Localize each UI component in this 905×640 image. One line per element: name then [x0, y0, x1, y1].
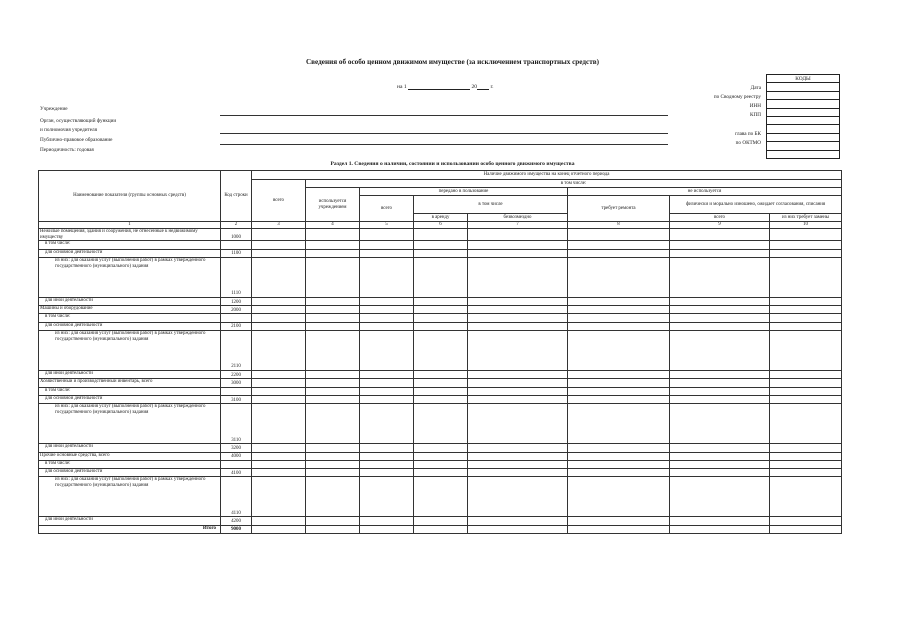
value-cell-col-6[interactable]: [414, 257, 468, 297]
value-cell-col-5[interactable]: [360, 241, 414, 249]
value-cell-col-5[interactable]: [360, 257, 414, 297]
value-cell-col-3[interactable]: [252, 257, 306, 297]
row-name: Прочие основные средства, всего: [39, 452, 221, 460]
table-row: [39, 249, 842, 257]
row-code: [221, 314, 252, 322]
value-cell-col-5[interactable]: [360, 331, 414, 371]
value-cell-col-8[interactable]: [568, 404, 670, 444]
value-cell-col-3[interactable]: [252, 477, 306, 517]
row-name: из них: для оказания услуг (выполнения работ) в рамках утвержденного государственного (муниципального) задания: [39, 477, 221, 517]
value-cell-col-4[interactable]: [306, 477, 360, 517]
value-cell-col-7[interactable]: [468, 322, 568, 330]
value-cell-col-5[interactable]: [360, 444, 414, 452]
value-cell-col-8[interactable]: [568, 249, 670, 257]
label-registry: по Сводному реестру: [713, 94, 761, 100]
value-cell-col-3[interactable]: [252, 241, 306, 249]
value-cell-col-10[interactable]: [770, 322, 842, 330]
col-num-9: 9: [670, 222, 770, 229]
value-cell-col-5[interactable]: [360, 452, 414, 460]
property-table: [38, 170, 842, 534]
value-cell-col-8[interactable]: [568, 452, 670, 460]
value-cell-col-10[interactable]: [770, 525, 842, 533]
table-row: [39, 395, 842, 403]
label-oktmo: по ОКТМО: [735, 140, 761, 146]
value-cell-col-4[interactable]: [306, 229, 360, 241]
value-cell-col-3[interactable]: [252, 371, 306, 379]
value-cell-col-7[interactable]: [468, 395, 568, 403]
header-transferred-total: всего: [360, 196, 414, 222]
value-cell-col-3[interactable]: [252, 460, 306, 468]
value-cell-col-4[interactable]: [306, 241, 360, 249]
label-inn: ИНН: [749, 103, 761, 109]
value-cell-col-10[interactable]: [770, 249, 842, 257]
header-obsolete-total: всего: [670, 214, 770, 222]
value-cell-col-7[interactable]: [468, 452, 568, 460]
value-cell-col-5[interactable]: [360, 387, 414, 395]
value-cell-col-7[interactable]: [468, 257, 568, 297]
value-cell-col-10[interactable]: [770, 452, 842, 460]
table-body: [39, 229, 842, 534]
value-cell-col-3[interactable]: [252, 297, 306, 305]
value-cell-col-9[interactable]: [670, 241, 770, 249]
table-row: [39, 297, 842, 305]
value-cell-col-7[interactable]: [468, 229, 568, 241]
label-budget-chapter: глава по БК: [735, 131, 761, 137]
value-cell-col-7[interactable]: [468, 444, 568, 452]
col-num-1: 1: [39, 222, 221, 229]
value-cell-col-10[interactable]: [770, 241, 842, 249]
value-cell-col-4[interactable]: [306, 249, 360, 257]
value-cell-col-3[interactable]: [252, 404, 306, 444]
row-name: в том числе:: [39, 387, 221, 395]
value-cell-col-9[interactable]: [670, 257, 770, 297]
col-num-2: 2: [221, 222, 252, 229]
codes-header: КОДЫ: [767, 75, 840, 83]
table-row: [39, 322, 842, 330]
row-name: для основной деятельности: [39, 322, 221, 330]
row-code: 1000: [221, 229, 252, 241]
label-founder-powers: и полномочия учредителя: [40, 127, 98, 133]
value-cell-col-8[interactable]: [568, 322, 670, 330]
value-cell-col-4[interactable]: [306, 444, 360, 452]
value-cell-col-6[interactable]: [414, 322, 468, 330]
header-total: всего: [252, 180, 306, 222]
header-name: Наименование показателя (группы основных средств): [39, 171, 221, 222]
value-cell-col-8[interactable]: [568, 229, 670, 241]
value-cell-col-10[interactable]: [770, 306, 842, 314]
value-cell-col-6[interactable]: [414, 404, 468, 444]
value-cell-col-7[interactable]: [468, 387, 568, 395]
row-name: Хозяйственный и производственный инвентарь, всего: [39, 379, 221, 387]
value-cell-col-4[interactable]: [306, 452, 360, 460]
institution-field-line[interactable]: [220, 115, 668, 116]
value-cell-col-8[interactable]: [568, 525, 670, 533]
value-cell-col-5[interactable]: [360, 297, 414, 305]
label-public-entity: Публично-правовое образование: [40, 137, 113, 143]
value-cell-col-3[interactable]: [252, 331, 306, 371]
value-cell-col-3[interactable]: [252, 229, 306, 241]
value-cell-col-8[interactable]: [568, 517, 670, 525]
value-cell-col-10[interactable]: [770, 444, 842, 452]
table-row: [39, 314, 842, 322]
value-cell-col-3[interactable]: [252, 525, 306, 533]
row-name: для основной деятельности: [39, 249, 221, 257]
section-title: Раздел 1. Сведения о наличии, состоянии и использовании особо ценного движимого имущества: [330, 161, 575, 167]
value-cell-col-7[interactable]: [468, 379, 568, 387]
founder-field-line[interactable]: [220, 133, 668, 134]
value-cell-col-6[interactable]: [414, 525, 468, 533]
value-cell-col-8[interactable]: [568, 460, 670, 468]
value-cell-col-9[interactable]: [670, 395, 770, 403]
value-cell-col-4[interactable]: [306, 322, 360, 330]
value-cell-col-4[interactable]: [306, 371, 360, 379]
table-row: [39, 371, 842, 379]
value-cell-col-4[interactable]: [306, 257, 360, 297]
table-row: [39, 525, 842, 533]
code-cell-inn[interactable]: [767, 100, 840, 108]
value-cell-col-10[interactable]: [770, 257, 842, 297]
value-cell-col-6[interactable]: [414, 241, 468, 249]
row-name: Нежилые помещения, здания и сооружения, не отнесенные к недвижимому имуществу: [39, 229, 221, 241]
table-row: [39, 460, 842, 468]
value-cell-col-5[interactable]: [360, 371, 414, 379]
code-cell-oktmo[interactable]: [767, 142, 840, 150]
row-code: 1110: [221, 257, 252, 297]
value-cell-col-4[interactable]: [306, 460, 360, 468]
value-cell-col-4[interactable]: [306, 331, 360, 371]
code-cell-blank-2[interactable]: [767, 125, 840, 133]
value-cell-col-8[interactable]: [568, 306, 670, 314]
header-transferred: передано в пользование: [360, 188, 568, 196]
value-cell-col-6[interactable]: [414, 444, 468, 452]
value-cell-col-3[interactable]: [252, 306, 306, 314]
value-cell-col-5[interactable]: [360, 249, 414, 257]
row-name: для основной деятельности: [39, 469, 221, 477]
value-cell-col-9[interactable]: [670, 404, 770, 444]
value-cell-col-8[interactable]: [568, 257, 670, 297]
row-code: 9000: [221, 525, 252, 533]
header-used: используется учреждением: [306, 188, 360, 222]
value-cell-col-5[interactable]: [360, 395, 414, 403]
header-free: безвозмездно: [468, 214, 568, 222]
value-cell-col-9[interactable]: [670, 469, 770, 477]
value-cell-col-9[interactable]: [670, 387, 770, 395]
row-name: Итого: [39, 525, 221, 533]
row-name: в том числе:: [39, 314, 221, 322]
value-cell-col-5[interactable]: [360, 460, 414, 468]
codes-table: [766, 74, 840, 159]
row-code: [221, 460, 252, 468]
row-code: 2000: [221, 306, 252, 314]
value-cell-col-6[interactable]: [414, 314, 468, 322]
code-cell-registry[interactable]: [767, 91, 840, 99]
table-row: [39, 469, 842, 477]
form-title: Сведения об особо ценном движимом имуществе (за исключением транспортных средств): [305, 58, 600, 66]
row-name: для иной деятельности: [39, 517, 221, 525]
table-row: [39, 379, 842, 387]
value-cell-col-6[interactable]: [414, 517, 468, 525]
value-cell-col-10[interactable]: [770, 460, 842, 468]
header-presence: Наличие движимого имущества на конец отчетного периода: [252, 171, 842, 180]
col-num-10: 10: [770, 222, 842, 229]
value-cell-col-3[interactable]: [252, 469, 306, 477]
value-cell-col-9[interactable]: [670, 306, 770, 314]
label-founder-organ: Орган, осуществляющий функции: [40, 118, 117, 124]
value-cell-col-6[interactable]: [414, 297, 468, 305]
value-cell-col-4[interactable]: [306, 379, 360, 387]
row-name: в том числе:: [39, 460, 221, 468]
row-code: 2110: [221, 331, 252, 371]
value-cell-col-7[interactable]: [468, 314, 568, 322]
table-row: [39, 444, 842, 452]
value-cell-col-7[interactable]: [468, 249, 568, 257]
row-code: 2200: [221, 371, 252, 379]
row-code: [221, 387, 252, 395]
value-cell-col-8[interactable]: [568, 314, 670, 322]
value-cell-col-5[interactable]: [360, 322, 414, 330]
col-num-8: 8: [568, 222, 670, 229]
table-row: [39, 404, 842, 444]
row-name: в том числе:: [39, 241, 221, 249]
value-cell-col-8[interactable]: [568, 331, 670, 371]
value-cell-col-7[interactable]: [468, 306, 568, 314]
value-cell-col-9[interactable]: [670, 322, 770, 330]
code-cell-date[interactable]: [767, 83, 840, 91]
value-cell-col-6[interactable]: [414, 229, 468, 241]
label-kpp: КПП: [750, 112, 761, 118]
code-cell-blank-3[interactable]: [767, 150, 840, 158]
value-cell-col-8[interactable]: [568, 379, 670, 387]
label-periodicity: Периодичность: годовая: [40, 147, 94, 153]
header-obsolete-replace: из них требует замены: [770, 214, 842, 222]
value-cell-col-7[interactable]: [468, 469, 568, 477]
value-cell-col-3[interactable]: [252, 314, 306, 322]
code-cell-blank-1[interactable]: [767, 116, 840, 124]
row-name: для основной деятельности: [39, 395, 221, 403]
value-cell-col-9[interactable]: [670, 460, 770, 468]
header-not-used: не используется: [568, 188, 842, 196]
header-transferred-incl: в том числе: [414, 196, 568, 214]
value-cell-col-10[interactable]: [770, 331, 842, 371]
value-cell-col-4[interactable]: [306, 525, 360, 533]
row-name: из них: для оказания услуг (выполнения работ) в рамках утвержденного государственного (муниципального) задания: [39, 257, 221, 297]
value-cell-col-3[interactable]: [252, 322, 306, 330]
value-cell-col-8[interactable]: [568, 477, 670, 517]
code-cell-budget-chapter[interactable]: [767, 133, 840, 141]
row-name: для иной деятельности: [39, 297, 221, 305]
value-cell-col-5[interactable]: [360, 469, 414, 477]
header-incl: в том числе:: [306, 180, 842, 188]
value-cell-col-6[interactable]: [414, 249, 468, 257]
value-cell-col-9[interactable]: [670, 331, 770, 371]
label-institution: Учреждение: [40, 106, 68, 112]
value-cell-col-10[interactable]: [770, 229, 842, 241]
row-code: 3110: [221, 404, 252, 444]
value-cell-col-9[interactable]: [670, 452, 770, 460]
row-code: 4200: [221, 517, 252, 525]
value-cell-col-9[interactable]: [670, 525, 770, 533]
code-cell-kpp[interactable]: [767, 108, 840, 116]
value-cell-col-4[interactable]: [306, 395, 360, 403]
col-num-3: 3: [252, 222, 306, 229]
value-cell-col-9[interactable]: [670, 477, 770, 517]
value-cell-col-10[interactable]: [770, 371, 842, 379]
value-cell-col-3[interactable]: [252, 249, 306, 257]
value-cell-col-9[interactable]: [670, 371, 770, 379]
row-code: 3000: [221, 379, 252, 387]
value-cell-col-3[interactable]: [252, 517, 306, 525]
value-cell-col-7[interactable]: [468, 241, 568, 249]
value-cell-col-5[interactable]: [360, 517, 414, 525]
col-num-7: 7: [468, 222, 568, 229]
row-code: 4100: [221, 469, 252, 477]
value-cell-col-10[interactable]: [770, 469, 842, 477]
value-cell-col-3[interactable]: [252, 444, 306, 452]
value-cell-col-6[interactable]: [414, 460, 468, 468]
value-cell-col-7[interactable]: [468, 371, 568, 379]
table-row: [39, 306, 842, 314]
value-cell-col-5[interactable]: [360, 229, 414, 241]
value-cell-col-6[interactable]: [414, 452, 468, 460]
value-cell-col-10[interactable]: [770, 387, 842, 395]
row-name: из них: для оказания услуг (выполнения работ) в рамках утвержденного государственного (муниципального) задания: [39, 331, 221, 371]
value-cell-col-7[interactable]: [468, 404, 568, 444]
value-cell-col-3[interactable]: [252, 452, 306, 460]
row-name: для иной деятельности: [39, 444, 221, 452]
value-cell-col-10[interactable]: [770, 395, 842, 403]
row-code: 2100: [221, 322, 252, 330]
value-cell-col-4[interactable]: [306, 314, 360, 322]
value-cell-col-6[interactable]: [414, 331, 468, 371]
value-cell-col-5[interactable]: [360, 306, 414, 314]
value-cell-col-9[interactable]: [670, 379, 770, 387]
row-name: из них: для оказания услуг (выполнения работ) в рамках утвержденного государственного (муниципального) задания: [39, 404, 221, 444]
row-name: Машины и оборудование: [39, 306, 221, 314]
row-code: 4110: [221, 477, 252, 517]
table-row: [39, 241, 842, 249]
value-cell-col-6[interactable]: [414, 395, 468, 403]
value-cell-col-5[interactable]: [360, 314, 414, 322]
value-cell-col-4[interactable]: [306, 469, 360, 477]
table-row: [39, 229, 842, 241]
value-cell-col-5[interactable]: [360, 477, 414, 517]
row-name: для иной деятельности: [39, 371, 221, 379]
value-cell-col-6[interactable]: [414, 477, 468, 517]
value-cell-col-7[interactable]: [468, 331, 568, 371]
value-cell-col-6[interactable]: [414, 379, 468, 387]
value-cell-col-7[interactable]: [468, 297, 568, 305]
value-cell-col-4[interactable]: [306, 517, 360, 525]
table-row: [39, 387, 842, 395]
row-code: [221, 241, 252, 249]
header-obsolete: физически и морально изношено, ожидает согласования, списания: [670, 196, 842, 214]
value-cell-col-8[interactable]: [568, 241, 670, 249]
value-cell-col-6[interactable]: [414, 469, 468, 477]
public-entity-field-line[interactable]: [220, 144, 668, 145]
value-cell-col-9[interactable]: [670, 517, 770, 525]
col-num-6: 6: [414, 222, 468, 229]
value-cell-col-6[interactable]: [414, 306, 468, 314]
table-row: [39, 452, 842, 460]
value-cell-col-10[interactable]: [770, 477, 842, 517]
value-cell-col-7[interactable]: [468, 477, 568, 517]
value-cell-col-3[interactable]: [252, 395, 306, 403]
value-cell-col-4[interactable]: [306, 306, 360, 314]
value-cell-col-7[interactable]: [468, 517, 568, 525]
header-repair: требует ремонта: [568, 196, 670, 222]
row-code: 3100: [221, 395, 252, 403]
date-day-month-field[interactable]: [408, 82, 470, 90]
value-cell-col-9[interactable]: [670, 314, 770, 322]
row-code: 1100: [221, 249, 252, 257]
value-cell-col-8[interactable]: [568, 444, 670, 452]
value-cell-col-5[interactable]: [360, 404, 414, 444]
value-cell-col-10[interactable]: [770, 297, 842, 305]
value-cell-col-3[interactable]: [252, 387, 306, 395]
column-number-row: [39, 222, 842, 229]
table-row: [39, 331, 842, 371]
value-cell-col-8[interactable]: [568, 297, 670, 305]
value-cell-col-7[interactable]: [468, 460, 568, 468]
header-code: Код строки: [221, 171, 252, 222]
value-cell-col-4[interactable]: [306, 387, 360, 395]
table-row: [39, 477, 842, 517]
col-num-4: 4: [306, 222, 360, 229]
value-cell-col-6[interactable]: [414, 387, 468, 395]
value-cell-col-3[interactable]: [252, 379, 306, 387]
value-cell-col-6[interactable]: [414, 371, 468, 379]
value-cell-col-8[interactable]: [568, 395, 670, 403]
value-cell-col-5[interactable]: [360, 379, 414, 387]
report-date-line: на 1 20 г.: [397, 84, 494, 90]
value-cell-col-9[interactable]: [670, 297, 770, 305]
value-cell-col-4[interactable]: [306, 297, 360, 305]
table-row: [39, 517, 842, 525]
value-cell-col-4[interactable]: [306, 404, 360, 444]
row-code: 1200: [221, 297, 252, 305]
value-cell-col-9[interactable]: [670, 444, 770, 452]
date-year-field[interactable]: [477, 82, 489, 90]
value-cell-col-9[interactable]: [670, 229, 770, 241]
table-row: [39, 257, 842, 297]
value-cell-col-8[interactable]: [568, 387, 670, 395]
value-cell-col-7[interactable]: [468, 525, 568, 533]
row-code: 4000: [221, 452, 252, 460]
value-cell-col-10[interactable]: [770, 314, 842, 322]
value-cell-col-5[interactable]: [360, 525, 414, 533]
col-num-5: 5: [360, 222, 414, 229]
header-rent: в аренду: [414, 214, 468, 222]
label-date: Дата: [750, 85, 761, 91]
value-cell-col-10[interactable]: [770, 404, 842, 444]
value-cell-col-9[interactable]: [670, 249, 770, 257]
value-cell-col-10[interactable]: [770, 379, 842, 387]
value-cell-col-8[interactable]: [568, 469, 670, 477]
value-cell-col-10[interactable]: [770, 517, 842, 525]
row-code: 3200: [221, 444, 252, 452]
value-cell-col-8[interactable]: [568, 371, 670, 379]
